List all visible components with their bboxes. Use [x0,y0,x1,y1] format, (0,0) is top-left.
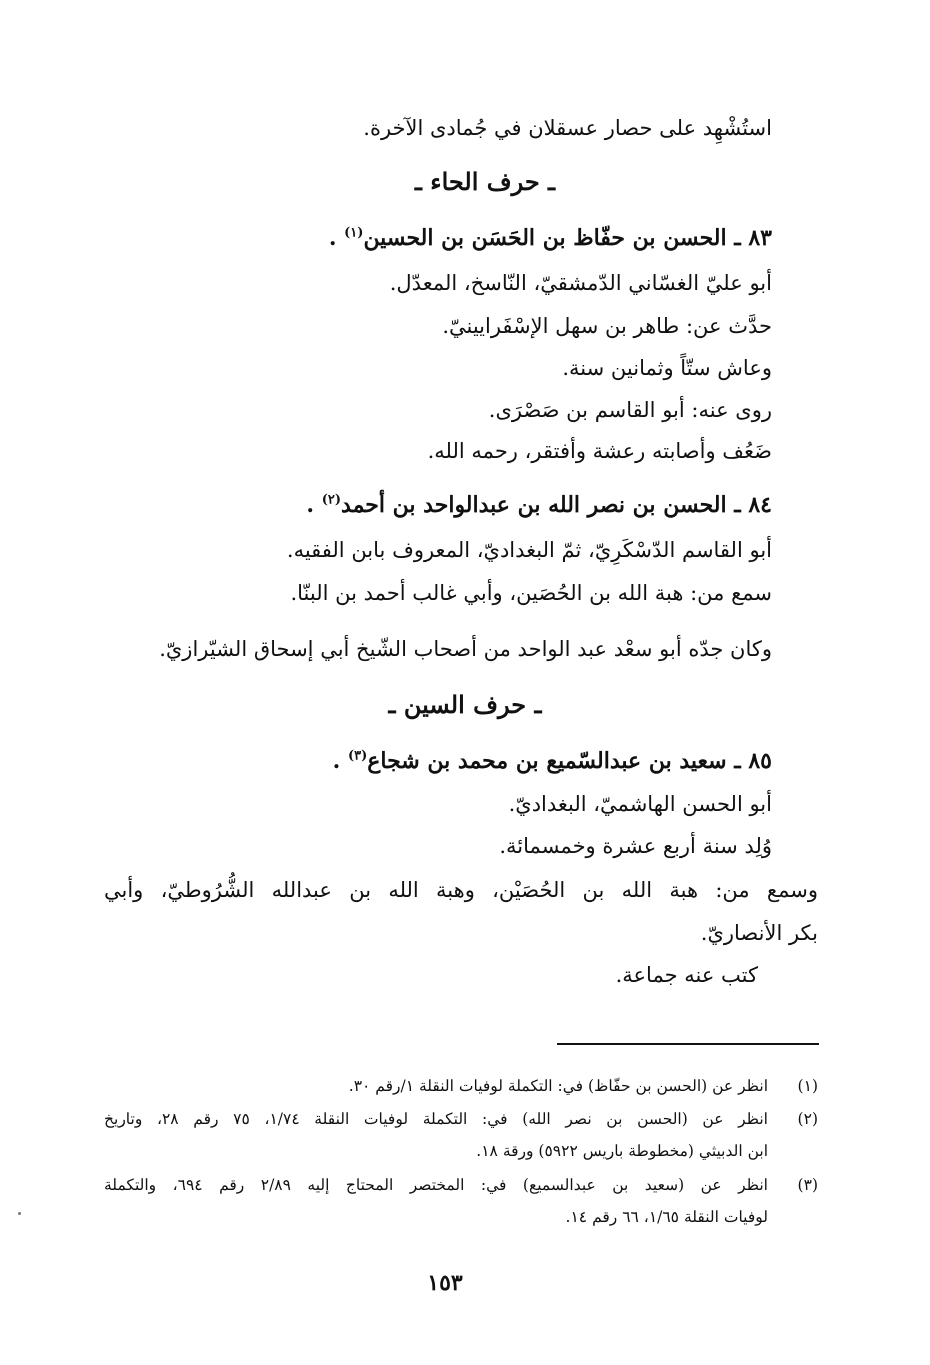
entry-84-title: ٨٤ ـ الحسن بن نصر الله بن عبدالواحد بن أحمد$^{(٢)}$ . [306,492,772,518]
section-heading-haa: ـ حرف الحاء ـ [414,167,556,196]
footnote-text: انظر عن (الحسن بن نصر الله) في: التكملة لوفيات النقلة ١/٧٤، ٧٥ رقم ٢٨، وتاريخ [104,1110,768,1128]
footnote-text: ابن الدبيثي (مخطوطة باريس ٥٩٢٢) ورقة ١٨. [476,1142,768,1160]
footnote-number: (١) [797,1077,818,1095]
footnote-ref-1[interactable]: (١) [344,225,364,241]
text-line: روى عنه: أبو القاسم بن صَصْرَى. [488,398,772,422]
entry-title-text: ٨٣ ـ الحسن بن حفّاظ بن الحَسَن بن الحسين [363,225,772,251]
text-line: وعاش ستّاً وثمانين سنة. [562,356,772,380]
entry-title-text: ٨٤ ـ الحسن بن نصر الله بن عبدالواحد بن أحمد [341,492,772,518]
text-line-justified: وسمع من: هبة الله بن الحُصَيْن، وهبة الله بن عبدالله الشُّرُوطيّ، وأبي [104,878,818,902]
footnote-number: (٣) [797,1176,818,1194]
section-heading-seen: ـ حرف السين ـ [388,690,542,719]
footnote-text: انظر عن (الحسن بن حفّاظ) في: التكملة لوفيات النقلة ١/رقم ٣٠. [348,1077,768,1095]
text-line: وُلِد سنة أربع عشرة وخمسمائة. [499,834,772,858]
entry-title-text: ٨٥ ـ سعيد بن عبدالسّميع بن محمد بن شجاع [367,748,772,774]
footnote-text: لوفيات النقلة ١/٦٥، ٦٦ رقم ١٤. [565,1208,768,1226]
text-line: استُشْهِد على حصار عسقلان في جُمادى الآخرة. [363,116,772,140]
text-line: كتب عنه جماعة. [615,963,758,987]
footnote-number: (٢) [797,1110,818,1128]
text-line: أبو الحسن الهاشميّ، البغداديّ. [508,792,772,816]
entry-83-title: ٨٣ ـ الحسن بن حفّاظ بن الحَسَن بن الحسين$^{(١)}$ . [328,225,772,251]
footnote-text: انظر عن (سعيد بن عبدالسميع) في: المختصر المحتاج إليه ٢/٨٩ رقم ٦٩٤، والتكملة [104,1176,768,1194]
entry-85-title: ٨٥ ـ سعيد بن عبدالسّميع بن محمد بن شجاع$^{(٣)}$ . [332,748,772,774]
text-line: ضَعُف وأصابته رعشة وأفتقر، رحمه الله. [427,439,772,463]
footnote-ref-2[interactable]: (٢) [321,492,342,508]
text-line: أبو عليّ الغسّاني الدّمشقيّ، النّاسخ، المعدّل. [389,271,772,295]
scan-speck [18,1212,21,1215]
footnote-separator [557,1043,819,1045]
text-line: سمع من: هبة الله بن الحُصَين، وأبي غالب أحمد بن البنّا. [290,581,772,605]
text-line: أبو القاسم الدّسْكَرِيّ، ثمّ البغداديّ، المعروف بابن الفقيه. [286,538,772,562]
footnote-ref-3[interactable]: (٣) [347,748,368,764]
text-line: بكر الأنصاريّ. [700,921,818,945]
text-line: وكان جدّه أبو سعْد عبد الواحد من أصحاب الشّيخ أبي إسحاق الشيّرازيّ. [159,637,772,661]
page-number: ١٥٣ [427,1270,463,1296]
text-line: حدَّث عن: طاهر بن سهل الإسْفَرايينيّ. [442,314,772,338]
